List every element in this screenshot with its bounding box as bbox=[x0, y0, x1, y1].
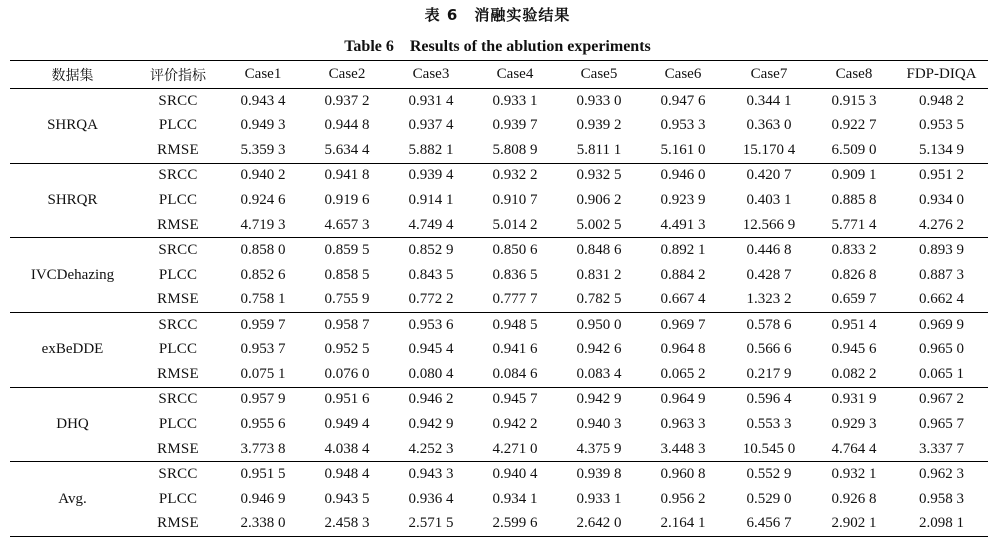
value-cell: 0.960 8 bbox=[660, 466, 706, 483]
metric-cell: RMSE bbox=[135, 138, 221, 163]
table-row bbox=[10, 263, 988, 288]
value-cell: 4.276 2 bbox=[895, 213, 988, 238]
value-cell: 0.941 8 bbox=[324, 167, 370, 184]
metric-cell: RMSE bbox=[135, 213, 221, 238]
value-cell: 5.771 4 bbox=[813, 213, 895, 238]
value-cell: 0.951 4 bbox=[831, 316, 877, 333]
metric-cell: RMSE bbox=[157, 515, 199, 532]
value-cell: 1.323 2 bbox=[725, 288, 813, 313]
value-cell: 0.943 5 bbox=[324, 490, 370, 507]
value-cell: 0.926 8 bbox=[831, 490, 877, 507]
value-cell: 2.338 0 bbox=[240, 515, 286, 532]
value-cell: 0.848 6 bbox=[576, 242, 622, 259]
value-cell: 0.403 1 bbox=[746, 192, 792, 208]
table-row bbox=[10, 387, 988, 412]
value-cell: 0.859 5 bbox=[324, 242, 370, 259]
value-cell: 0.947 6 bbox=[660, 92, 706, 109]
value-cell: 0.344 1 bbox=[746, 92, 792, 109]
value-cell: 0.945 7 bbox=[492, 391, 538, 408]
value-cell: 0.914 1 bbox=[408, 192, 454, 208]
value-cell: 6.456 7 bbox=[746, 515, 792, 532]
value-cell: 0.940 3 bbox=[576, 416, 622, 433]
value-cell: 3.337 7 bbox=[895, 437, 988, 462]
metric-cell: SRCC bbox=[158, 466, 198, 483]
table-row bbox=[10, 138, 988, 163]
metric-cell: SRCC bbox=[158, 92, 198, 109]
value-cell: 0.964 8 bbox=[660, 341, 706, 358]
value-cell: 0.963 3 bbox=[660, 416, 706, 433]
value-cell: 0.852 6 bbox=[240, 266, 286, 283]
value-cell: 0.941 6 bbox=[492, 341, 538, 358]
value-cell: 5.634 4 bbox=[305, 138, 389, 163]
value-cell: 0.363 0 bbox=[746, 117, 792, 134]
value-cell: 4.252 3 bbox=[389, 437, 473, 462]
dataset-cell: SHRQA bbox=[10, 89, 135, 164]
value-cell: 2.902 1 bbox=[831, 515, 877, 532]
value-cell: 0.596 4 bbox=[746, 391, 792, 408]
value-cell: 0.956 2 bbox=[660, 490, 706, 507]
value-cell: 0.953 6 bbox=[408, 316, 454, 333]
value-cell: 0.965 0 bbox=[919, 341, 964, 358]
table-body bbox=[10, 89, 988, 537]
metric-cell: PLCC bbox=[158, 192, 198, 208]
value-cell: 4.749 4 bbox=[389, 213, 473, 238]
table-row bbox=[10, 313, 988, 338]
column-header-case6: Case6 bbox=[664, 66, 702, 82]
value-cell: 0.945 6 bbox=[831, 341, 877, 358]
value-cell: 0.906 2 bbox=[576, 192, 622, 208]
value-cell: 15.170 4 bbox=[725, 138, 813, 163]
value-cell: 0.940 2 bbox=[240, 167, 286, 184]
value-cell: 4.491 3 bbox=[641, 213, 725, 238]
metric-cell: PLCC bbox=[158, 117, 198, 134]
table-row bbox=[10, 188, 988, 213]
value-cell: 0.944 8 bbox=[324, 117, 370, 134]
value-cell: 4.764 4 bbox=[813, 437, 895, 462]
table-row bbox=[10, 487, 988, 512]
column-header-case5: Case5 bbox=[580, 66, 618, 82]
value-cell: 0.552 9 bbox=[746, 466, 792, 483]
value-cell: 0.755 9 bbox=[305, 288, 389, 313]
metric-cell: PLCC bbox=[158, 341, 198, 358]
value-cell: 5.359 3 bbox=[221, 138, 305, 163]
value-cell: 0.939 7 bbox=[492, 117, 538, 134]
value-cell: 0.948 4 bbox=[324, 466, 370, 483]
value-cell: 0.934 1 bbox=[492, 490, 538, 507]
value-cell: 0.446 8 bbox=[746, 242, 792, 259]
value-cell: 4.719 3 bbox=[221, 213, 305, 238]
value-cell: 0.942 9 bbox=[408, 416, 454, 433]
value-cell: 2.164 1 bbox=[660, 515, 706, 532]
column-header-dataset: 数据集 bbox=[51, 67, 94, 84]
value-cell: 0.578 6 bbox=[746, 316, 792, 333]
value-cell: 0.964 9 bbox=[660, 391, 706, 408]
value-cell: 0.065 1 bbox=[895, 362, 988, 387]
table-row bbox=[10, 163, 988, 188]
metric-cell: RMSE bbox=[135, 362, 221, 387]
metric-cell: PLCC bbox=[158, 266, 198, 283]
metric-cell: SRCC bbox=[158, 167, 198, 184]
value-cell: 0.969 7 bbox=[660, 316, 706, 333]
value-cell: 0.909 1 bbox=[831, 167, 877, 184]
value-cell: 0.953 5 bbox=[919, 117, 964, 134]
value-cell: 0.933 0 bbox=[576, 92, 622, 109]
column-header-case1: Case1 bbox=[244, 66, 282, 82]
value-cell: 2.642 0 bbox=[576, 515, 622, 532]
value-cell: 0.893 9 bbox=[919, 242, 964, 259]
metric-cell: RMSE bbox=[135, 437, 221, 462]
column-header-case8: Case8 bbox=[835, 66, 873, 82]
value-cell: 0.942 2 bbox=[492, 416, 538, 433]
value-cell: 0.932 5 bbox=[576, 167, 622, 184]
value-cell: 0.922 7 bbox=[831, 117, 877, 134]
dataset-cell: SHRQR bbox=[10, 163, 135, 238]
value-cell: 0.915 3 bbox=[831, 92, 877, 109]
value-cell: 0.923 9 bbox=[660, 192, 706, 208]
value-cell: 0.931 4 bbox=[408, 92, 454, 109]
value-cell: 5.811 1 bbox=[557, 138, 641, 163]
value-cell: 0.553 3 bbox=[746, 416, 792, 433]
table-row bbox=[10, 288, 988, 313]
table-row bbox=[10, 362, 988, 387]
value-cell: 0.833 2 bbox=[831, 242, 877, 259]
ablation-results-table bbox=[10, 60, 988, 537]
value-cell: 2.599 6 bbox=[492, 515, 538, 532]
column-header-case2: Case2 bbox=[328, 66, 366, 82]
value-cell: 0.217 9 bbox=[725, 362, 813, 387]
value-cell: 0.948 2 bbox=[919, 92, 964, 109]
value-cell: 0.887 3 bbox=[919, 266, 964, 283]
value-cell: 0.933 1 bbox=[492, 92, 538, 109]
value-cell: 0.065 2 bbox=[641, 362, 725, 387]
value-cell: 0.858 5 bbox=[324, 266, 370, 283]
value-cell: 0.937 2 bbox=[324, 92, 370, 109]
value-cell: 0.659 7 bbox=[813, 288, 895, 313]
value-cell: 0.940 4 bbox=[492, 466, 538, 483]
value-cell: 0.937 4 bbox=[408, 117, 454, 134]
value-cell: 0.946 9 bbox=[240, 490, 286, 507]
value-cell: 0.958 7 bbox=[324, 316, 370, 333]
value-cell: 10.545 0 bbox=[725, 437, 813, 462]
value-cell: 0.420 7 bbox=[746, 167, 792, 184]
value-cell: 0.958 3 bbox=[919, 490, 964, 507]
value-cell: 0.939 2 bbox=[576, 117, 622, 134]
table-caption-english: Table 6 Results of the ablution experiments bbox=[344, 38, 651, 55]
value-cell: 0.948 5 bbox=[492, 316, 538, 333]
value-cell: 0.852 9 bbox=[408, 242, 454, 259]
value-cell: 0.566 6 bbox=[746, 341, 792, 358]
value-cell: 0.950 0 bbox=[576, 316, 622, 333]
value-cell: 0.850 6 bbox=[492, 242, 538, 259]
metric-cell: SRCC bbox=[158, 316, 198, 333]
metric-cell: PLCC bbox=[158, 416, 198, 433]
value-cell: 0.946 2 bbox=[408, 391, 454, 408]
value-cell: 0.953 3 bbox=[660, 117, 706, 134]
dataset-cell: DHQ bbox=[10, 387, 135, 462]
column-header-case3: Case3 bbox=[412, 66, 450, 82]
value-cell: 0.667 4 bbox=[641, 288, 725, 313]
value-cell: 0.969 9 bbox=[919, 316, 964, 333]
table-row bbox=[10, 213, 988, 238]
value-cell: 0.083 4 bbox=[557, 362, 641, 387]
metric-cell: SRCC bbox=[158, 242, 198, 259]
dataset-cell: Avg. bbox=[58, 490, 87, 507]
value-cell: 0.959 7 bbox=[240, 316, 286, 333]
value-cell: 0.933 1 bbox=[576, 490, 622, 507]
column-header-case4: Case4 bbox=[496, 66, 534, 82]
column-header-case7: Case7 bbox=[750, 66, 788, 82]
value-cell: 4.038 4 bbox=[305, 437, 389, 462]
value-cell: 0.951 2 bbox=[919, 167, 964, 184]
value-cell: 0.945 4 bbox=[408, 341, 454, 358]
value-cell: 0.929 3 bbox=[831, 416, 877, 433]
metric-cell: PLCC bbox=[158, 490, 198, 507]
value-cell: 0.924 6 bbox=[240, 192, 286, 208]
table-header-row bbox=[10, 61, 988, 89]
value-cell: 0.858 0 bbox=[240, 242, 286, 259]
dataset-cell: IVCDehazing bbox=[10, 238, 135, 313]
value-cell: 2.458 3 bbox=[324, 515, 370, 532]
value-cell: 0.885 8 bbox=[831, 192, 877, 208]
value-cell: 0.934 0 bbox=[919, 192, 964, 208]
table-row bbox=[10, 337, 988, 362]
value-cell: 4.271 0 bbox=[473, 437, 557, 462]
table-row bbox=[10, 89, 988, 114]
value-cell: 0.949 4 bbox=[324, 416, 370, 433]
value-cell: 5.134 9 bbox=[895, 138, 988, 163]
value-cell: 0.428 7 bbox=[746, 266, 792, 283]
metric-cell: SRCC bbox=[158, 391, 198, 408]
value-cell: 0.777 7 bbox=[473, 288, 557, 313]
value-cell: 0.082 2 bbox=[813, 362, 895, 387]
value-cell: 6.509 0 bbox=[813, 138, 895, 163]
value-cell: 0.932 2 bbox=[492, 167, 538, 184]
dataset-cell: exBeDDE bbox=[10, 313, 135, 388]
value-cell: 12.566 9 bbox=[725, 213, 813, 238]
value-cell: 0.936 4 bbox=[408, 490, 454, 507]
value-cell: 0.946 0 bbox=[660, 167, 706, 184]
table-row bbox=[10, 462, 988, 487]
value-cell: 0.965 7 bbox=[919, 416, 964, 433]
value-cell: 0.080 4 bbox=[389, 362, 473, 387]
value-cell: 5.161 0 bbox=[641, 138, 725, 163]
value-cell: 4.375 9 bbox=[557, 437, 641, 462]
value-cell: 0.831 2 bbox=[576, 266, 622, 283]
value-cell: 0.884 2 bbox=[660, 266, 706, 283]
table-row bbox=[10, 113, 988, 138]
value-cell: 0.843 5 bbox=[408, 266, 454, 283]
value-cell: 0.939 4 bbox=[408, 167, 454, 184]
value-cell: 0.943 4 bbox=[240, 92, 286, 109]
value-cell: 0.662 4 bbox=[895, 288, 988, 313]
value-cell: 0.836 5 bbox=[492, 266, 538, 283]
value-cell: 0.942 9 bbox=[576, 391, 622, 408]
table-row bbox=[10, 512, 988, 537]
value-cell: 0.892 1 bbox=[660, 242, 706, 259]
value-cell: 0.084 6 bbox=[473, 362, 557, 387]
value-cell: 5.014 2 bbox=[473, 213, 557, 238]
value-cell: 3.773 8 bbox=[221, 437, 305, 462]
value-cell: 2.571 5 bbox=[408, 515, 454, 532]
value-cell: 0.910 7 bbox=[492, 192, 538, 208]
metric-cell: RMSE bbox=[135, 288, 221, 313]
value-cell: 0.932 1 bbox=[831, 466, 877, 483]
value-cell: 0.826 8 bbox=[831, 266, 877, 283]
value-cell: 4.657 3 bbox=[305, 213, 389, 238]
value-cell: 0.758 1 bbox=[221, 288, 305, 313]
value-cell: 0.967 2 bbox=[919, 391, 964, 408]
value-cell: 0.529 0 bbox=[746, 490, 792, 507]
value-cell: 5.882 1 bbox=[389, 138, 473, 163]
value-cell: 0.772 2 bbox=[389, 288, 473, 313]
value-cell: 0.782 5 bbox=[557, 288, 641, 313]
column-header-metric: 评价指标 bbox=[150, 67, 206, 84]
table-row bbox=[10, 437, 988, 462]
column-header-fdp-diqa: FDP-DIQA bbox=[906, 66, 977, 82]
value-cell: 0.962 3 bbox=[919, 466, 964, 483]
value-cell: 0.919 6 bbox=[324, 192, 370, 208]
value-cell: 0.951 5 bbox=[240, 466, 286, 483]
value-cell: 0.931 9 bbox=[831, 391, 877, 408]
value-cell: 0.939 8 bbox=[576, 466, 622, 483]
table-caption-chinese: 表 6 消融实验结果 bbox=[424, 6, 571, 24]
value-cell: 5.808 9 bbox=[473, 138, 557, 163]
table-row bbox=[10, 238, 988, 263]
value-cell: 5.002 5 bbox=[557, 213, 641, 238]
value-cell: 3.448 3 bbox=[641, 437, 725, 462]
value-cell: 0.955 6 bbox=[240, 416, 286, 433]
value-cell: 0.942 6 bbox=[576, 341, 622, 358]
value-cell: 0.953 7 bbox=[240, 341, 286, 358]
value-cell: 0.957 9 bbox=[240, 391, 286, 408]
value-cell: 0.076 0 bbox=[305, 362, 389, 387]
table-row bbox=[10, 412, 988, 437]
value-cell: 0.951 6 bbox=[324, 391, 370, 408]
value-cell: 0.952 5 bbox=[324, 341, 370, 358]
value-cell: 0.943 3 bbox=[408, 466, 454, 483]
value-cell: 0.075 1 bbox=[221, 362, 305, 387]
value-cell: 2.098 1 bbox=[919, 515, 964, 532]
value-cell: 0.949 3 bbox=[240, 117, 286, 134]
